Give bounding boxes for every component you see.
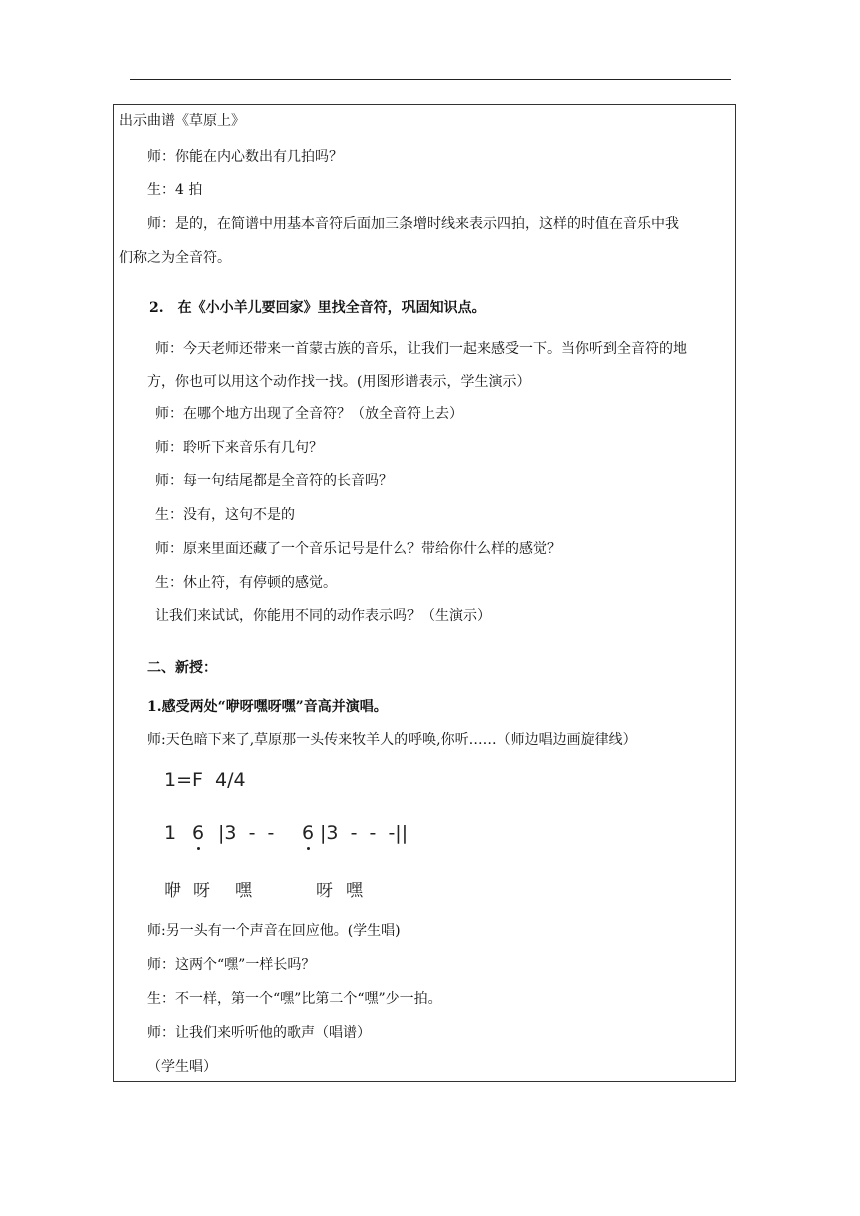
text-line: 生：4 拍	[147, 182, 203, 198]
text-line: 师：这两个“嘿”一样长吗？	[147, 957, 316, 973]
text-line: 师：你能在内心数出有几拍吗？	[147, 149, 343, 165]
text-line: 师：让我们来听听他的歌声（唱谱）	[147, 1025, 371, 1041]
text-line: 师:天色暗下来了,草原那一头传来牧羊人的呼唤,你听……（师边唱边画旋律线）	[147, 732, 637, 748]
lyric: 呀	[316, 881, 333, 901]
text-line: 生：不一样，第一个“嘿”比第二个“嘿”少一拍。	[147, 991, 442, 1007]
text-line: 生：休止符，有停顿的感觉。	[155, 575, 337, 591]
section-heading: 2. 在《小小羊儿要回家》里找全音符，巩固知识点。	[149, 300, 486, 316]
text-line: 生：没有，这句不是的	[155, 507, 295, 523]
text-line: 师：是的，在简谱中用基本音符后面加三条增时线来表示四拍，这样的时值在音乐中我	[147, 216, 679, 232]
lyric: 嘿	[235, 881, 252, 901]
lyric: 咿	[164, 881, 181, 901]
score-measure: |3 - - -||	[320, 822, 409, 844]
text-line: 师：原来里面还藏了一个音乐记号是什么？带给你什么样的感觉？	[155, 541, 561, 557]
score-note: 6	[302, 822, 315, 844]
score-note: 6	[192, 822, 205, 844]
text-line: 师：聆听下来音乐有几句？	[155, 440, 323, 456]
text-line: 师：每一句结尾都是全音符的长音吗？	[155, 473, 393, 489]
text-line: 师：今天老师还带来一首蒙古族的音乐，让我们一起来感受一下。当你听到全音符的地	[155, 341, 687, 357]
text-line: 让我们来试试，你能用不同的动作表示吗？（生演示）	[155, 608, 491, 624]
text-line: 师：在哪个地方出现了全音符？（放全音符上去）	[155, 406, 463, 422]
section-heading: 二、新授：	[147, 660, 217, 676]
section-subheading: 1.感受两处“咿呀嘿呀嘿”音高并演唱。	[147, 699, 388, 715]
low-octave-dot	[197, 847, 200, 850]
header-rule	[130, 79, 731, 80]
lyric: 嘿	[346, 881, 363, 901]
text-line: 出示曲谱《草原上》	[119, 113, 245, 129]
lyric: 呀	[193, 881, 210, 901]
text-line: 师:另一头有一个声音在回应他。(学生唱)	[147, 923, 401, 939]
score-note: 1	[164, 822, 177, 844]
key-signature: 1=F 4/4	[164, 769, 246, 791]
text-line: 方，你也可以用这个动作找一找。(用图形谱表示，学生演示）	[147, 374, 531, 390]
text-line: 们称之为全音符。	[119, 250, 231, 266]
low-octave-dot	[307, 847, 310, 850]
text-line: （学生唱）	[147, 1059, 217, 1075]
score-measure: |3 - -	[218, 822, 275, 844]
